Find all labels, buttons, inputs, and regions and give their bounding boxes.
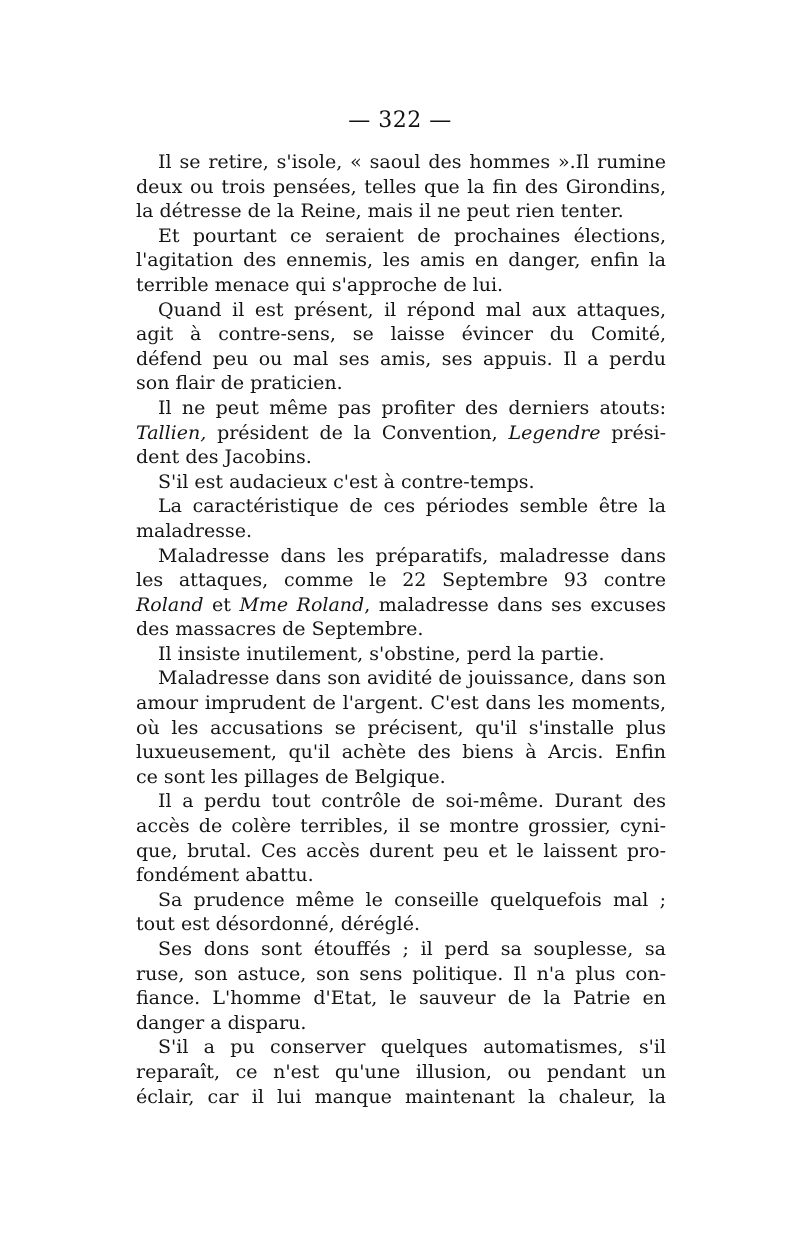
text-line: deux ou trois pensées, telles que la fin des Girondins,	[136, 175, 666, 198]
text-line: Tallien, président de la Convention, Legendre prési-	[136, 421, 666, 444]
text-line: reparaît, ce n'est qu'une illusion, ou pendant un	[136, 1060, 666, 1083]
text-line: Maladresse dans les préparatifs, maladresse dans	[158, 544, 666, 567]
text-line: terrible menace qui s'approche de lui.	[136, 273, 504, 296]
text-line: Il insiste inutilement, s'obstine, perd la partie.	[158, 642, 605, 665]
text-line: Maladresse dans son avidité de jouissance, dans son	[158, 667, 666, 690]
text-line: éclair, car il lui manque maintenant la chaleur, la	[136, 1085, 666, 1108]
text-line: où les accusations se précisent, qu'il s'installe plus	[136, 716, 666, 739]
text-line: danger a disparu.	[136, 1011, 307, 1034]
text-line: que, brutal. Ces accès durent peu et le laissent pro-	[136, 839, 666, 862]
text-line: amour imprudent de l'argent. C'est dans les moments,	[136, 692, 666, 715]
text-line: S'il est audacieux c'est à contre-temps.	[158, 470, 535, 493]
text-line: Quand il est présent, il répond mal aux attaques,	[158, 298, 666, 321]
text-line: fondément abattu.	[136, 864, 314, 887]
text-line: fiance. L'homme d'Etat, le sauveur de la Patrie en	[136, 987, 666, 1010]
text-line: Il ne peut même pas profiter des derniers atouts:	[158, 396, 666, 419]
text-line: luxueusement, qu'il achète des biens à Arcis. Enfin	[136, 741, 666, 764]
text-line: les attaques, comme le 22 Septembre 93 contre	[136, 569, 666, 592]
text-line: maladresse.	[136, 519, 253, 542]
text-line: défend peu ou mal ses amis, ses appuis. Il a perdu	[136, 347, 666, 370]
text-line: dent des Jacobins.	[136, 446, 312, 469]
text-line: l'agitation des ennemis, les amis en danger, enfin la	[136, 249, 666, 272]
text-line: des massacres de Septembre.	[136, 618, 424, 641]
text-line: ruse, son astuce, son sens politique. Il n'a plus con-	[136, 962, 666, 985]
text-line: la détresse de la Reine, mais il ne peut rien tenter.	[136, 200, 624, 223]
text-line: Il se retire, s'isole, « saoul des hommes ».Il rumine	[158, 151, 666, 173]
text-line: Sa prudence même le conseille quelquefois mal ;	[158, 888, 666, 911]
text-line: agit à contre-sens, se laisse évincer du Comité,	[136, 323, 666, 346]
page-number: — 322 —	[348, 108, 452, 133]
text-line: Et pourtant ce seraient de prochaines élections,	[158, 224, 666, 247]
text-line: Il a perdu tout contrôle de soi-même. Durant des	[158, 790, 666, 813]
body-text	[136, 150, 666, 1109]
text-line: accès de colère terribles, il se montre grossier, cyni-	[136, 815, 666, 838]
text-line: La caractéristique de ces périodes semble être la	[158, 495, 666, 518]
text-line: tout est désordonné, déréglé.	[136, 913, 420, 936]
text-line: ce sont les pillages de Belgique.	[136, 765, 446, 788]
text-line: S'il a pu conserver quelques automatismes, s'il	[158, 1036, 666, 1059]
text-line: Roland et Mme Roland, maladresse dans ses excuses	[136, 593, 666, 616]
text-line: Ses dons sont étouffés ; il perd sa souplesse, sa	[158, 938, 666, 960]
text-line: son flair de praticien.	[136, 372, 343, 395]
